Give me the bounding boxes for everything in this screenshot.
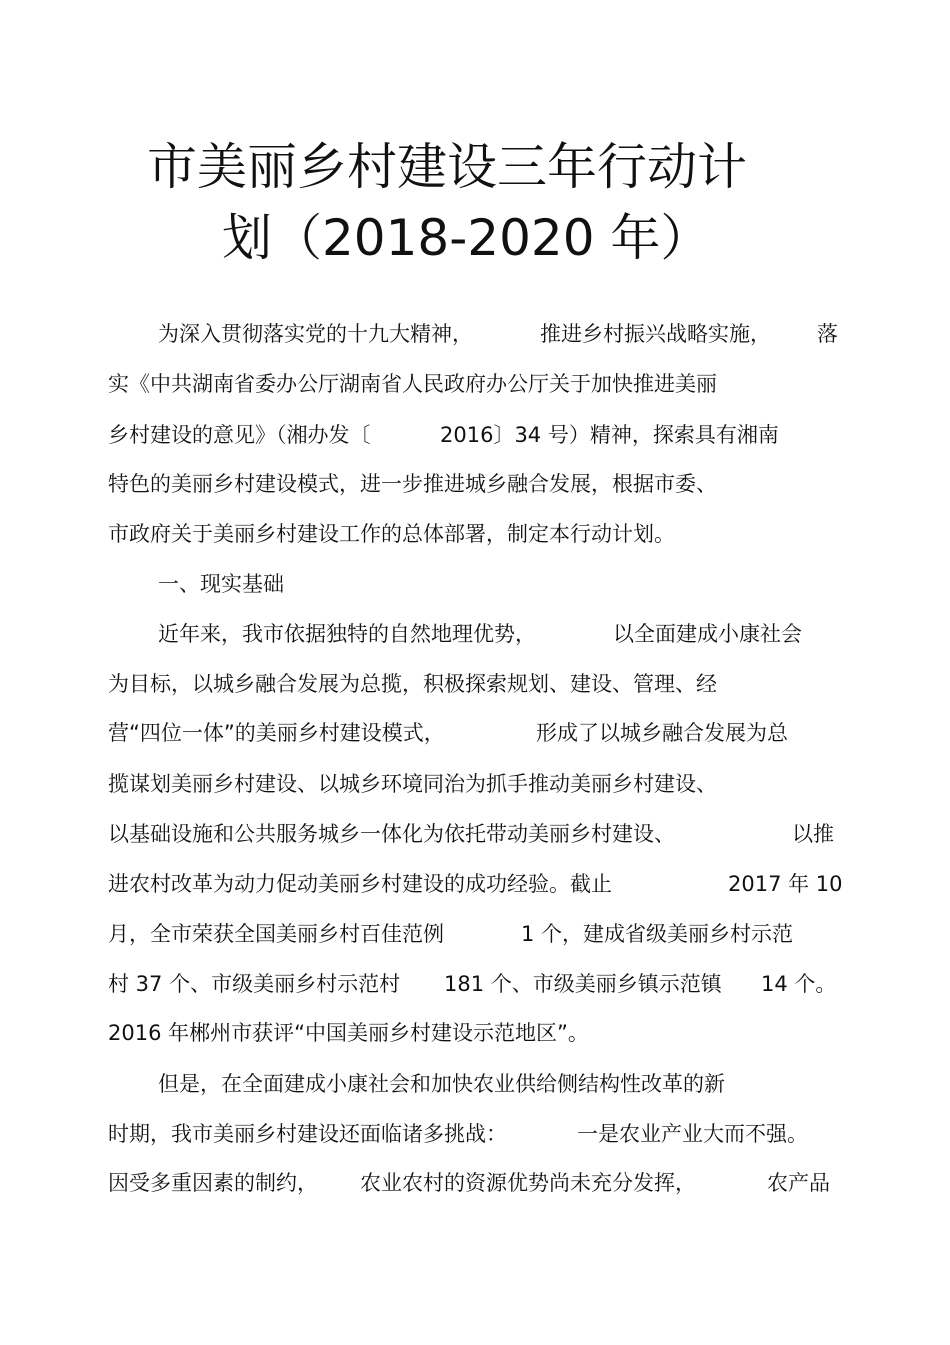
text-segment: 时期，我市美丽乡村建设还面临诸多挑战： (108, 1122, 507, 1146)
text-segment: 推进乡村振兴战略实施， (540, 322, 771, 346)
title-line-1: 市美丽乡村建设三年行动计 (147, 138, 747, 196)
text-segment: 月，全市荣获全国美丽乡村百佳范例 (108, 922, 444, 946)
text-segment: 实《中共湖南省委办公厅湖南省人民政府办公厅关于加快推进美丽 (108, 372, 717, 396)
text-segment: 2017 年 10 (728, 872, 843, 896)
text-segment: 但是，在全面建成小康社会和加快农业供给侧结构性改革的新 (158, 1072, 725, 1096)
text-segment: 181 个、市级美丽乡镇示范镇 (444, 972, 722, 996)
text-segment: 1 个，建成省级美丽乡村示范 (521, 922, 794, 946)
text-segment: 以推 (792, 822, 834, 846)
text-segment: 一、现实基础 (158, 572, 284, 596)
text-segment: 进农村改革为动力促动美丽乡村建设的成功经验。截止 (108, 872, 612, 896)
text-segment: 特色的美丽乡村建设模式，进一步推进城乡融合发展，根据市委、 (108, 472, 717, 496)
text-segment: 2016 年郴州市获评“中国美丽乡村建设示范地区”。 (108, 1021, 589, 1045)
title-line-2: 划（2018-2020 年） (222, 209, 711, 267)
text-segment: 一是农业产业大而不强。 (577, 1122, 808, 1146)
text-segment: 落 (817, 322, 838, 346)
text-segment: 2016〕34 号）精神，探索具有湘南 (440, 423, 779, 447)
text-segment: 村 37 个、市级美丽乡村示范村 (108, 972, 401, 996)
text-segment: 以基础设施和公共服务城乡一体化为依托带动美丽乡村建设、 (108, 822, 675, 846)
text-segment: 市政府关于美丽乡村建设工作的总体部署，制定本行动计划。 (108, 522, 675, 546)
text-segment: 揽谋划美丽乡村建设、以城乡环境同治为抓手推动美丽乡村建设、 (108, 772, 717, 796)
text-segment: 农业农村的资源优势尚未充分发挥， (360, 1171, 696, 1195)
text-segment: 近年来，我市依据独特的自然地理优势， (158, 622, 536, 646)
text-segment: 营“四位一体”的美丽乡村建设模式， (108, 721, 445, 745)
text-segment: 以全面建成小康社会 (613, 622, 802, 646)
text-segment: 为目标，以城乡融合发展为总揽，积极探索规划、建设、管理、经 (108, 672, 717, 696)
text-segment: 乡村建设的意见》（湘办发〔 (108, 423, 371, 447)
text-segment: 形成了以城乡融合发展为总 (536, 721, 788, 745)
text-segment: 农产品 (767, 1171, 830, 1195)
text-segment: 14 个。 (761, 972, 837, 996)
text-segment: 为深入贯彻落实党的十九大精神， (158, 322, 473, 346)
text-segment: 因受多重因素的制约， (108, 1171, 318, 1195)
